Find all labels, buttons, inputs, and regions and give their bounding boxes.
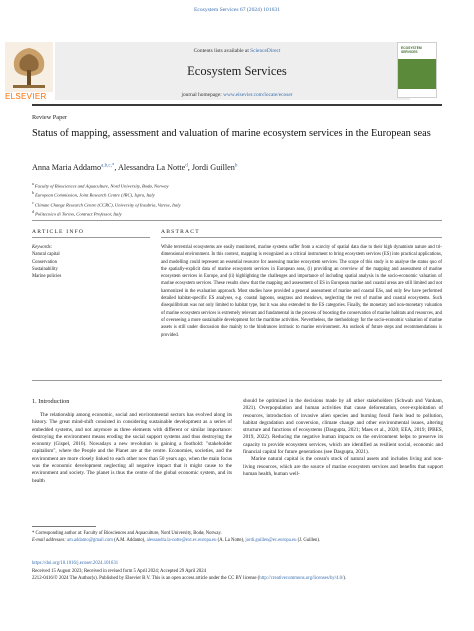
keyword-item: Sustainability [32,266,58,272]
author-name[interactable]: Anna Maria Addamo [32,163,102,172]
journal-title: Ecosystem Services [187,64,287,78]
article-history: Received 15 August 2023; Received in revised form 5 April 2024; Accepted 29 April 2024 [32,568,206,574]
cover-image-band [398,59,436,89]
abstract-heading: ABSTRACT [161,229,200,235]
keyword-item: Marine policies [32,274,62,280]
email-label: E-mail addresses: [32,538,66,543]
affiliations [32,181,442,218]
section-rule [32,220,442,221]
email-link[interactable]: jordi.guillen@ec.europa.eu [245,538,297,543]
affiliation-item: $^d$ Politecnico di Torino, Contract Professor, Italy [32,209,122,217]
journal-citation[interactable]: Ecosystem Services 67 (2024) 101631 [193,7,281,13]
email-line [32,537,442,544]
email-link[interactable]: am.addamo@gmail.com [66,538,113,543]
email-owner: (A.M. Addamo), [114,538,146,543]
homepage-prefix: journal homepage: [181,92,224,98]
elsevier-wordmark: ELSEVIER [5,92,47,101]
author-name[interactable]: Jordi Guillen [191,163,235,172]
author-marks[interactable]: a,b,c,* [101,163,115,169]
footnote-rule [32,526,96,527]
body-paragraph: should be optimized in the decisions made by all other stakeholders (Schwab and Vanham, 2021). Overpopulation and human activities that cause deforestation, over-exploitation of resources, introduction of invasive alien species and burning fossil fuels lead to pollution, habitat degradation and conversion, climate change and other environmental issues, altering structure and functions of ecosystems (Dasgupta, 2021; Maes et al., 2020; EEA, 2019; IPBES, 2019, 2022). Reducing the negative human impacts on the environment helps to preserve its capacity to provide ecosystem services, which are identified as resilient social, economic and financial capital for future generations (see Dasgupta, 2021). [243,398,443,456]
abstract-text: While terrestrial ecosystems are easily monitored, marine systems suffer from a scarcity of spatial data due to their high dynamism nature and tri-dimensional environment. In this context, mapping is recognized as a critical instrument to bring ecosystem services (ES) into practical applications, and modelling could represent an essential resource for assessing marine ecosystem services. The scope of this study is to analyse the status quo of the spatially-explicit data of marine ecosystem services in European seas, (i) providing an overview of the mapping and assessment of marine ecosystem services in Europe, and (ii) highlighting the challenges and importance of including spatial analysis in the socio-economic valuation of marine ecosystem services. These results show that the mapping and assessment of ES in European marine and coastal areas are still limited and not harmonized in the evaluation approach. Most studies have provided a general assessment of marine and coastal ESs, and only few have performed detailed habitat-specific ES analyses, e.g. coastal lagoons, seagrass and meadows, neglecting the rest of marine and coastal ecosystems. Such disequilibrium was not only limited to habitat type, but it was also extended to the ES categories. Finally, the monetary and non-monetary valuation of marine ecosystem services is extremely relevant and fundamental in the process of boosting the conservation of marine habitats and resources, and of overseeing a more sustainable development for the maritime activities. Nevertheless, the methodology for the socio-economic valuation of marine assets is still under discussion due mainly to the hindrances intrinsic to marine environment. An outlook of future steps and recommendations is provided. [161,245,442,338]
article-info-rule [32,237,150,238]
author-name[interactable]: Alessandra La Notte [117,163,186,172]
author-list: Anna Maria Addamo$^{a,b,c,*}$, Alessandra La Notte$^d$, Jordi Guillen$^b$ [32,163,238,172]
body-paragraph: Marine natural capital is the ocean's stock of natural assets and includes living and non-living resources, which are the source of marine ecosystem services and benefits that support human health, human well- [243,456,443,477]
email-owner: (J. Guillen). [297,538,321,543]
affiliation-item: $^b$ European Commission, Joint Research Centre (JRC), Ispra, Italy [32,191,155,198]
footnotes [32,530,442,544]
introduction-heading: 1. Introduction [32,398,70,405]
journal-cover-thumbnail[interactable] [397,42,437,98]
body-paragraph: The relationship among economic, social and environmental sectors has evolved along its history. The great mind-shift consisted in considering sustainable development as a series of embedded systems, and not anymore as three elements with different or similar importance: destroying the environment means eroding the social support systems and thus destroying the economy (Gispel, 2016). Nowadays a new revolution is gaining a foothold: "stakeholder capitalism", where the People and the Planet are at the centre. Economies, societies, and the environment are more closely linked to each other now than 50 years ago, when the main focus was the economic development neglecting all negative impact that it might cause to the environment and society. The planet is thus the centre of the global economic system, and its health [32,412,232,484]
author-marks[interactable]: d [185,163,188,169]
email-link[interactable]: alessandra.la-notte@ext.ec.europa.eu [146,538,217,543]
doi-link[interactable]: https://doi.org/10.1016/j.ecoser.2024.101631 [32,561,119,566]
keywords-block [32,244,150,280]
sciencedirect-link[interactable]: ScienceDirect [250,48,281,54]
affiliation-item: $^c$ Climate Change Research Centre (CCRC), University of Insubria, Varese, Italy [32,200,181,208]
author-marks[interactable]: b [234,163,238,169]
abstract-bottom-rule [32,380,442,381]
header-rule [32,104,442,106]
email-owner: (A. La Notte), [217,538,245,543]
cover-title: ECOSYSTEM SERVICES [401,46,422,54]
affiliation-item: $^a$ Faculty of Biosciences and Aquaculture, Nord University, Bodø, Norway [32,182,169,189]
keyword-item: Natural capital [32,252,60,258]
homepage-link[interactable]: www.elsevier.com/locate/ecoser [223,92,293,98]
keyword-item: Conservation [32,259,57,265]
body-column-left [32,412,232,485]
article-type: Review Paper [32,114,68,121]
license-line: 2212-0416/© 2024 The Author(s). Published by Elsevier B.V. This is an open access article under the CC BY license (http://creativecommons.org/licenses/by/4.0/). [32,576,347,582]
body-column-right [243,398,443,478]
license-link[interactable]: http://creativecommons.org/licenses/by/4.0/ [259,576,344,582]
corresponding-author-note: * Corresponding author at: Faculty of Biosciences and Aquaculture, Nord University, Bodø, Norway. [32,531,222,536]
contents-prefix: Contents lists available at [193,48,251,54]
article-title: Status of mapping, assessment and valuation of marine ecosystem services in the European seas [32,128,431,139]
article-info-heading: ARTICLE INFO [32,229,85,235]
keywords-label: Keywords: [32,245,53,250]
abstract-rule [161,237,442,238]
article-meta [32,560,452,583]
